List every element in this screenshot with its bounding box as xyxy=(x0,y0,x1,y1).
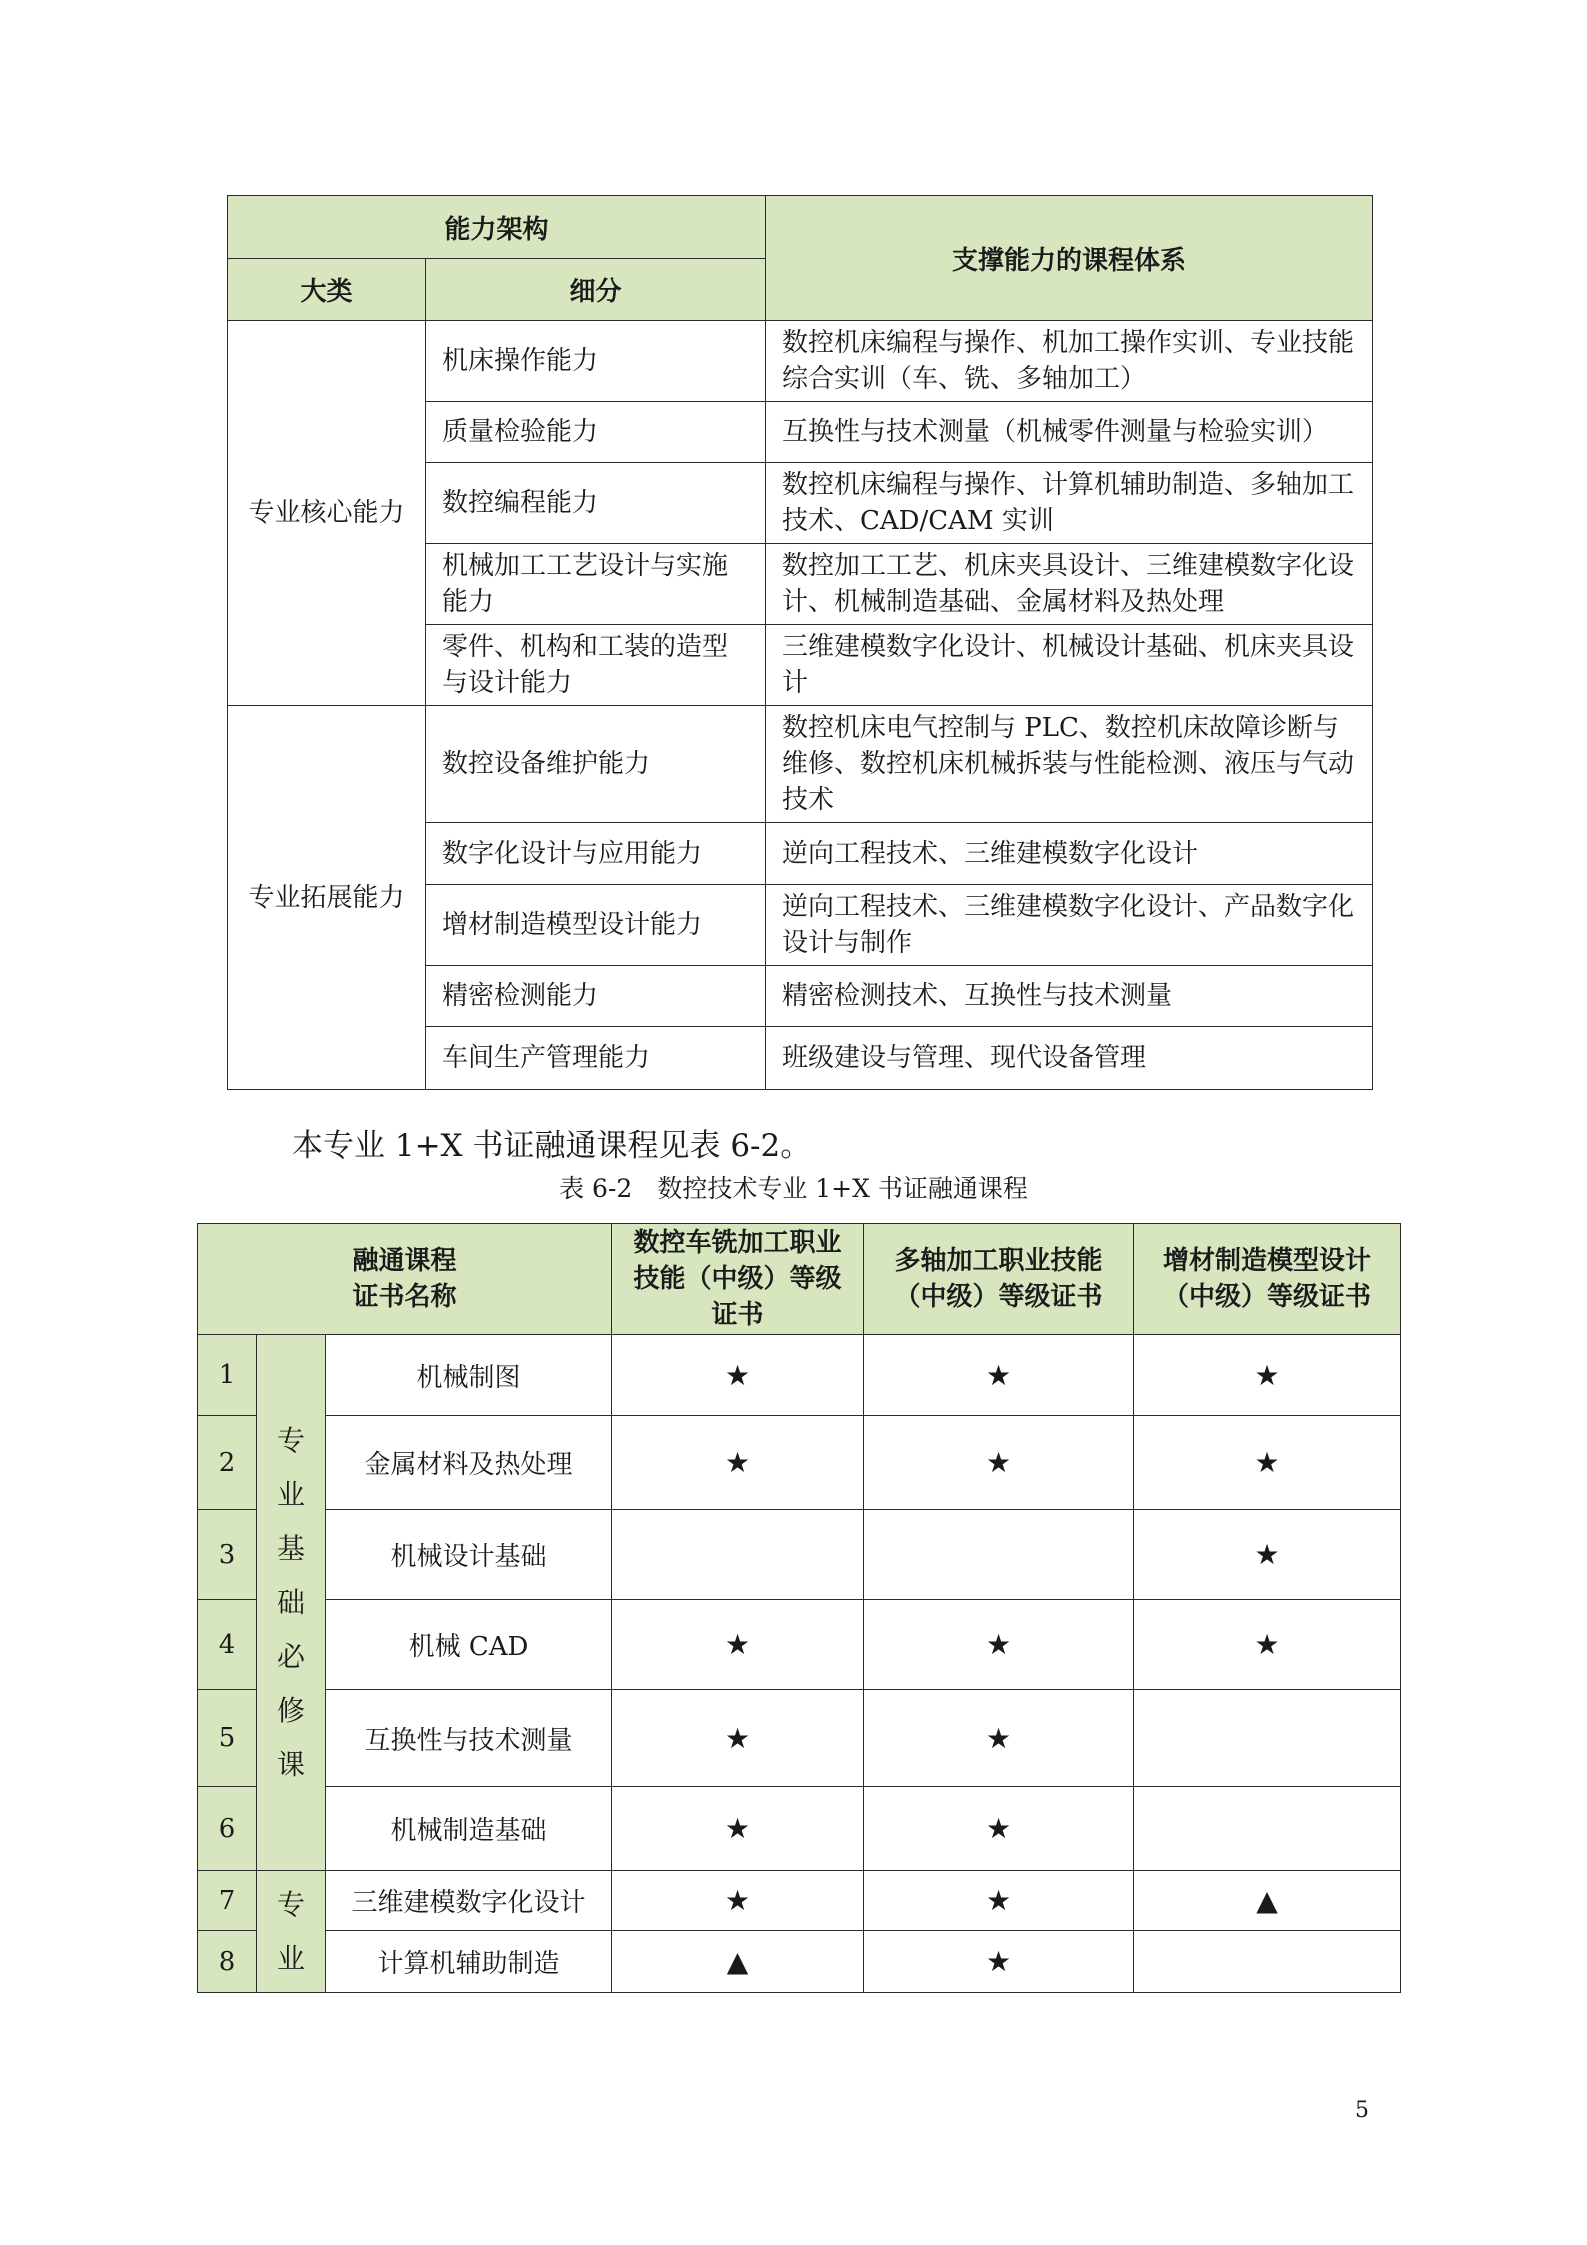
header-cert-2: 多轴加工职业技能（中级）等级证书 xyxy=(864,1224,1134,1335)
row-number: 5 xyxy=(198,1690,257,1787)
course-name: 三维建模数字化设计 xyxy=(326,1871,612,1931)
group-label-major xyxy=(257,1871,326,1993)
course-name: 机械设计基础 xyxy=(326,1510,612,1600)
courses-cell: 数控机床电气控制与 PLC、数控机床故障诊断与维修、数控机床机械拆装与性能检测、液压与气动技术 xyxy=(766,706,1373,823)
mark-cert-1: ★ xyxy=(612,1690,864,1787)
certificate-course-table xyxy=(197,1223,1401,1993)
course-name: 机械制图 xyxy=(326,1335,612,1416)
mark-cert-2: ★ xyxy=(864,1690,1134,1787)
courses-cell: 数控机床编程与操作、机加工操作实训、专业技能综合实训（车、铣、多轴加工） xyxy=(766,321,1373,402)
page-number: 5 xyxy=(1355,2098,1369,2123)
mark-cert-3 xyxy=(1134,1787,1401,1871)
mark-cert-2 xyxy=(864,1510,1134,1600)
header-cert-3: 增材制造模型设计（中级）等级证书 xyxy=(1134,1224,1401,1335)
ability-cell: 质量检验能力 xyxy=(426,402,766,463)
body-paragraph: 本专业 1+X 书证融通课程见表 6-2。 xyxy=(292,1128,812,1164)
mark-cert-1: ★ xyxy=(612,1787,864,1871)
ability-cell: 数控编程能力 xyxy=(426,463,766,544)
mark-cert-3: ★ xyxy=(1134,1416,1401,1510)
mark-cert-3: ▲ xyxy=(1134,1871,1401,1931)
mark-cert-2: ★ xyxy=(864,1335,1134,1416)
ability-cell: 精密检测能力 xyxy=(426,966,766,1027)
header-corner xyxy=(198,1224,612,1335)
courses-cell: 逆向工程技术、三维建模数字化设计、产品数字化设计与制作 xyxy=(766,885,1373,966)
header-category: 大类 xyxy=(228,259,426,321)
courses-cell: 逆向工程技术、三维建模数字化设计 xyxy=(766,823,1373,885)
mark-cert-1: ★ xyxy=(612,1335,864,1416)
courses-cell: 班级建设与管理、现代设备管理 xyxy=(766,1027,1373,1090)
mark-cert-1 xyxy=(612,1510,864,1600)
course-name: 计算机辅助制造 xyxy=(326,1931,612,1993)
courses-cell: 数控机床编程与操作、计算机辅助制造、多轴加工技术、CAD/CAM 实训 xyxy=(766,463,1373,544)
ability-framework-table xyxy=(227,195,1373,1090)
row-number: 3 xyxy=(198,1510,257,1600)
mark-cert-3: ★ xyxy=(1134,1510,1401,1600)
header-ability-framework: 能力架构 xyxy=(228,196,766,259)
course-name: 金属材料及热处理 xyxy=(326,1416,612,1510)
ability-cell: 车间生产管理能力 xyxy=(426,1027,766,1090)
header-corner-text: 融通课程 证书名称 xyxy=(352,1246,457,1312)
ability-cell: 增材制造模型设计能力 xyxy=(426,885,766,966)
row-number: 4 xyxy=(198,1600,257,1690)
ability-cell: 机械加工工艺设计与实施能力 xyxy=(426,544,766,625)
mark-cert-2: ★ xyxy=(864,1871,1134,1931)
group-label-text: 专业基础必修课 xyxy=(277,1423,306,1781)
row-number: 1 xyxy=(198,1335,257,1416)
category-core: 专业核心能力 xyxy=(228,321,426,706)
group-label-basic xyxy=(257,1335,326,1871)
mark-cert-1: ★ xyxy=(612,1600,864,1690)
ability-cell: 机床操作能力 xyxy=(426,321,766,402)
mark-cert-2: ★ xyxy=(864,1787,1134,1871)
row-number: 8 xyxy=(198,1931,257,1993)
mark-cert-2: ★ xyxy=(864,1416,1134,1510)
ability-cell: 数字化设计与应用能力 xyxy=(426,823,766,885)
mark-cert-3 xyxy=(1134,1931,1401,1993)
mark-cert-1: ★ xyxy=(612,1416,864,1510)
header-cert-1: 数控车铣加工职业技能（中级）等级证书 xyxy=(612,1224,864,1335)
course-name: 机械 CAD xyxy=(326,1600,612,1690)
mark-cert-2: ★ xyxy=(864,1931,1134,1993)
table-caption: 表 6-2 数控技术专业 1+X 书证融通课程 xyxy=(559,1174,1028,1203)
course-name: 互换性与技术测量 xyxy=(326,1690,612,1787)
row-number: 2 xyxy=(198,1416,257,1510)
mark-cert-3: ★ xyxy=(1134,1335,1401,1416)
mark-cert-1: ▲ xyxy=(612,1931,864,1993)
mark-cert-2: ★ xyxy=(864,1600,1134,1690)
ability-cell: 数控设备维护能力 xyxy=(426,706,766,823)
ability-cell: 零件、机构和工装的造型与设计能力 xyxy=(426,625,766,706)
row-number: 6 xyxy=(198,1787,257,1871)
header-subcategory: 细分 xyxy=(426,259,766,321)
courses-cell: 互换性与技术测量（机械零件测量与检验实训） xyxy=(766,402,1373,463)
mark-cert-3: ★ xyxy=(1134,1600,1401,1690)
mark-cert-1: ★ xyxy=(612,1871,864,1931)
row-number: 7 xyxy=(198,1871,257,1931)
courses-cell: 精密检测技术、互换性与技术测量 xyxy=(766,966,1373,1027)
header-courses: 支撑能力的课程体系 xyxy=(766,196,1373,321)
courses-cell: 数控加工工艺、机床夹具设计、三维建模数字化设计、机械制造基础、金属材料及热处理 xyxy=(766,544,1373,625)
category-extension: 专业拓展能力 xyxy=(228,706,426,1090)
courses-cell: 三维建模数字化设计、机械设计基础、机床夹具设计 xyxy=(766,625,1373,706)
mark-cert-3 xyxy=(1134,1690,1401,1787)
group-label-text: 专业 xyxy=(277,1887,306,1975)
course-name: 机械制造基础 xyxy=(326,1787,612,1871)
